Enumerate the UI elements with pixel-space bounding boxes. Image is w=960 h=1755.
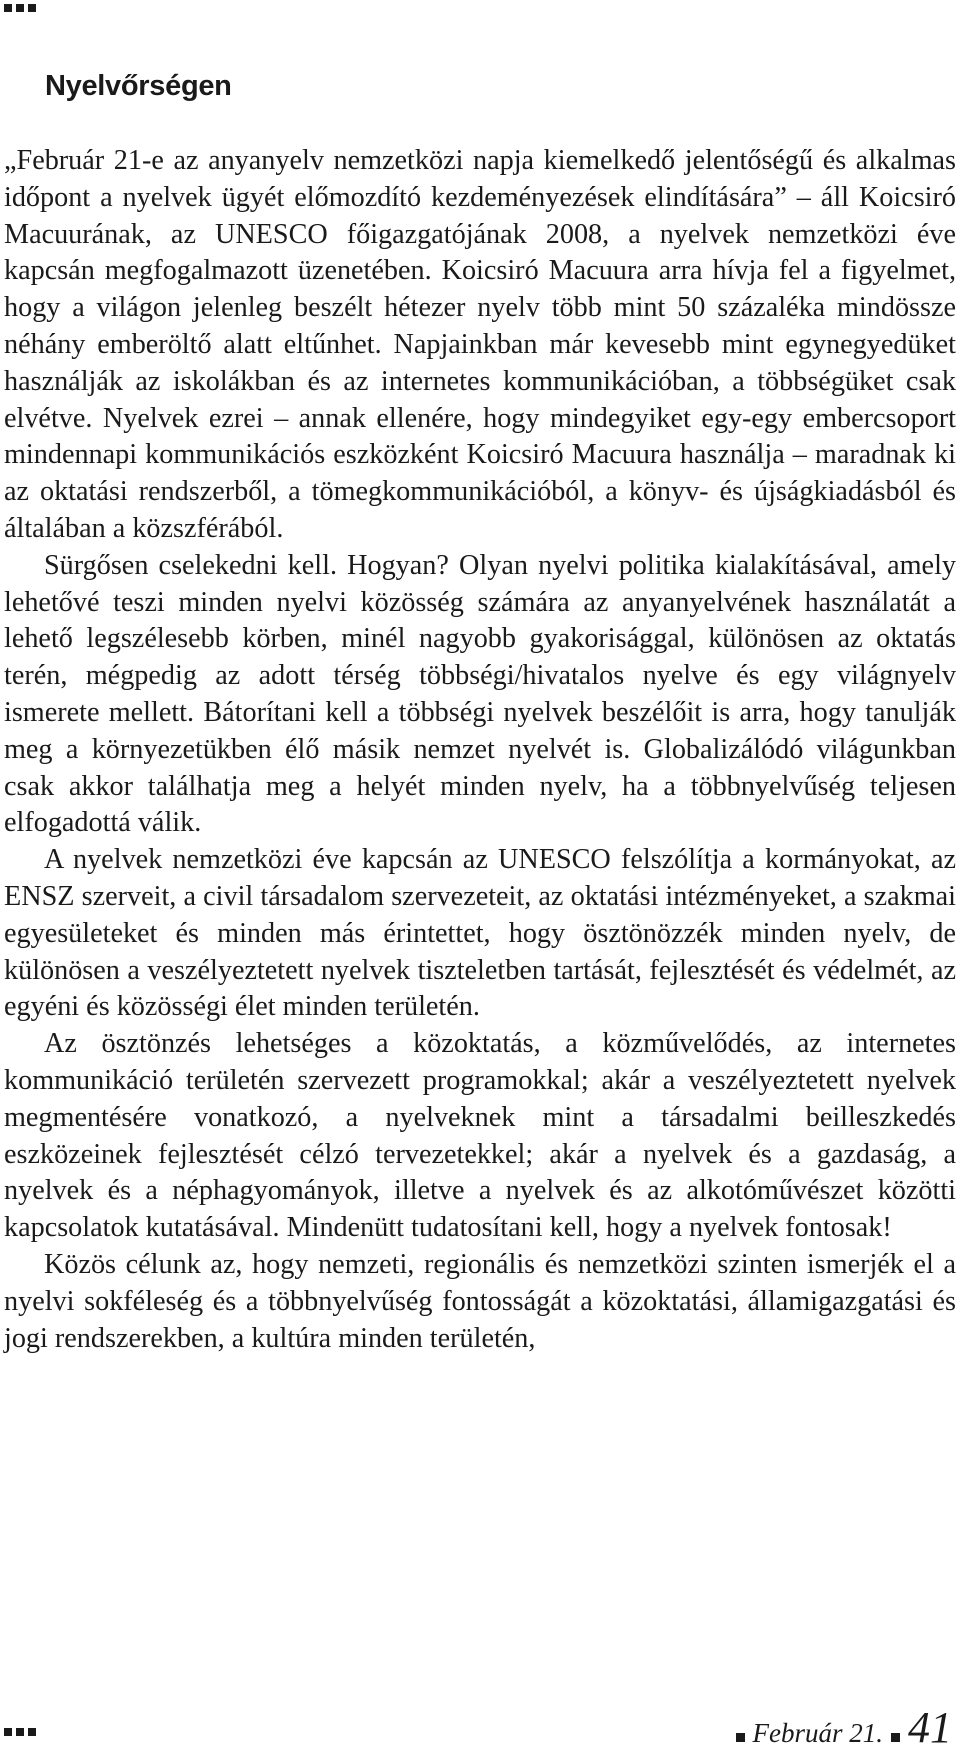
square-icon (4, 1728, 12, 1736)
paragraph-2: Sürgősen cselekedni kell. Hogyan? Olyan nyelvi politika kialakításával, amely lehetővé teszi minden nyelvi közösség számára az anyanyelvének használatát a lehető legszélesebb körben, minél nagyobb gyakorisággal, különösen az oktatás terén, mégpedig az adott térség többségi/hivatalos nyelve és egy világnyelv ismerete mellett. Bátorítani kell a többségi nyelvek beszélőit is arra, hogy tanulják meg a környezetükben élő másik nemzet nyelvét is. Globalizálódó világunkban csak akkor találhatja meg a helyét minden nyelv, ha a többnyelvűség teljesen elfogadottá válik. (4, 549, 956, 839)
paragraph-1: „Február 21-e az anyanyelv nemzetközi napja kiemelkedő jelentőségű és alkalmas időpont a nyelvek ügyét előmozdító kezdeményezések elindítására” – áll Koicsiró Macuurának, az UNESCO főigazgatójának 2008, a nyelvek nemzetközi éve kapcsán megfogalmazott üzenetében. Koicsiró Macuura arra hívja fel a figyelmet, hogy a világon jelenleg beszélt hétezer nyelv több mint 50 százaléka mindössze néhány emberöltő alatt eltűnhet. Napjainkban már kevesebb mint egynegyedüket használják az iskolákban és az internetes kommunikációban, a többségüket csak elvétve. Nyelvek ezrei – annak ellenére, hogy mindegyiket egy-egy embercsoport mindennapi kommunikációs eszközként Koicsiró Macuura használja – maradnak ki az oktatási rendszerből, a tömegkommunikációból, a könyv- és újságkiadásból és általában a közszférából. (4, 145, 956, 544)
corner-marker-bottom (4, 1728, 36, 1736)
corner-marker-top (4, 4, 36, 12)
page-footer (736, 1702, 953, 1753)
square-icon (736, 1733, 745, 1742)
paragraph-5: Közös célunk az, hogy nemzeti, regionális és nemzetközi szinten ismerjék el a nyelvi sokféleség és a többnyelvűség fontosságát a közoktatási, államigazgatási és jogi rendszerekben, a kultúra minden területén, (4, 1248, 956, 1354)
paragraph-3: A nyelvek nemzetközi éve kapcsán az UNESCO felszólítja a kormányokat, az ENSZ szerveit, a civil társadalom szervezeteit, az oktatási intézményeket, a szakmai egyesületeket és minden más érintettet, hogy ösztönözzék minden nyelv, de különösen a veszélyeztetett nyelvek tiszteletben tartását, fejlesztését és védelmét, az egyéni és közösségi élet minden területén. (4, 844, 956, 1023)
square-icon (28, 4, 36, 12)
paragraph-4: Az ösztönzés lehetséges a közoktatás, a közművelődés, az internetes kommunikáció területén szervezett programokkal; akár a veszélyeztetett nyelvek megmentésére vonatkozó, a nyelveknek mint a társadalmi beilleszkedés eszközeinek fejlesztését célzó tervezetekkel; akár a nyelvek és a gazdaság, a nyelvek és a néphagyományok, illetve a nyelvek és az alkotóművészet közötti kapcsolatok kutatásával. Mindenütt tudatosítani kell, hogy a nyelvek fontosak! (4, 1028, 956, 1244)
square-icon (4, 4, 12, 12)
page-number: 41 (908, 1703, 952, 1752)
page-title: Nyelvőrségen (45, 70, 232, 102)
footer-date: Február 21. (752, 1718, 883, 1748)
article-body (4, 143, 956, 1357)
square-icon (16, 1728, 24, 1736)
square-icon (16, 4, 24, 12)
square-icon (28, 1728, 36, 1736)
square-icon (891, 1733, 900, 1742)
